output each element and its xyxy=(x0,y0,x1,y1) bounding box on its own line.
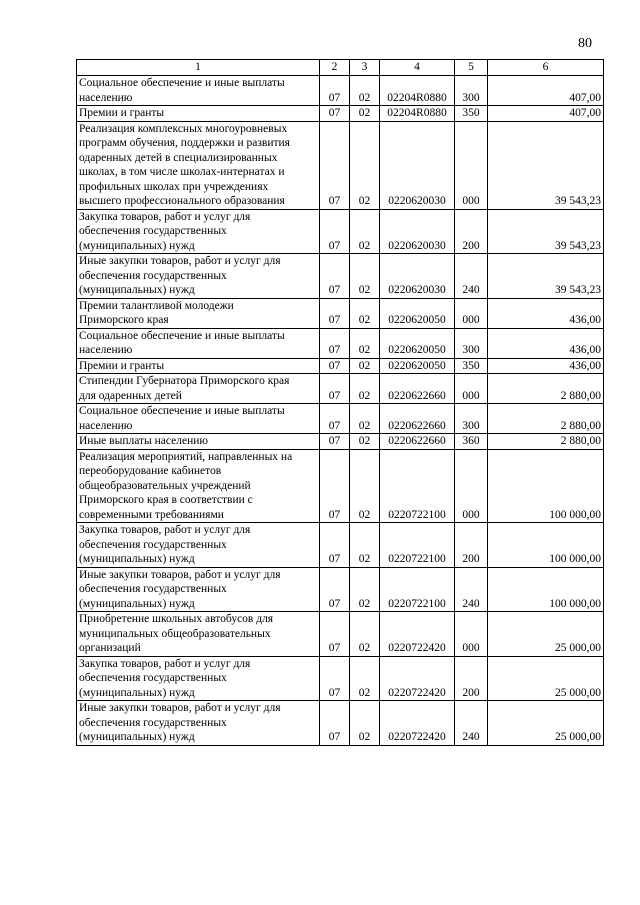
table-row xyxy=(77,404,604,434)
target-article-code: 02204R0880 xyxy=(380,76,455,106)
amount: 2 880,00 xyxy=(488,434,604,450)
section-code: 07 xyxy=(320,404,350,434)
amount: 407,00 xyxy=(488,106,604,122)
section-code: 07 xyxy=(320,209,350,254)
subsection-code: 02 xyxy=(350,358,380,374)
expense-type-code: 360 xyxy=(455,434,488,450)
target-article-code: 0220722420 xyxy=(380,612,455,657)
target-article-code: 0220620050 xyxy=(380,298,455,328)
target-article-code: 0220722420 xyxy=(380,701,455,746)
target-article-code: 0220620050 xyxy=(380,328,455,358)
table-row xyxy=(77,449,604,523)
header-row xyxy=(77,60,604,76)
expense-type-code: 000 xyxy=(455,298,488,328)
subsection-code: 02 xyxy=(350,374,380,404)
column-header: 4 xyxy=(380,60,455,76)
table-row xyxy=(77,106,604,122)
section-code: 07 xyxy=(320,434,350,450)
amount: 100 000,00 xyxy=(488,567,604,612)
section-code: 07 xyxy=(320,701,350,746)
expense-type-code: 300 xyxy=(455,328,488,358)
expense-type-code: 200 xyxy=(455,523,488,568)
table-row xyxy=(77,523,604,568)
subsection-code: 02 xyxy=(350,612,380,657)
amount: 39 543,23 xyxy=(488,121,604,209)
table-row xyxy=(77,612,604,657)
section-code: 07 xyxy=(320,612,350,657)
subsection-code: 02 xyxy=(350,404,380,434)
target-article-code: 02204R0880 xyxy=(380,106,455,122)
section-code: 07 xyxy=(320,121,350,209)
table-row xyxy=(77,298,604,328)
table-row xyxy=(77,358,604,374)
expense-type-code: 350 xyxy=(455,106,488,122)
section-code: 07 xyxy=(320,76,350,106)
subsection-code: 02 xyxy=(350,328,380,358)
section-code: 07 xyxy=(320,328,350,358)
row-name: Социальное обеспечение и иные выплаты населению xyxy=(77,404,320,434)
table-row xyxy=(77,374,604,404)
subsection-code: 02 xyxy=(350,106,380,122)
row-name: Закупка товаров, работ и услуг для обеспечения государственных (муниципальных) нужд xyxy=(77,656,320,701)
amount: 436,00 xyxy=(488,328,604,358)
subsection-code: 02 xyxy=(350,523,380,568)
page-number: 80 xyxy=(578,36,592,51)
column-header: 5 xyxy=(455,60,488,76)
column-header: 2 xyxy=(320,60,350,76)
row-name: Премии талантливой молодежи Приморского края xyxy=(77,298,320,328)
amount: 25 000,00 xyxy=(488,612,604,657)
target-article-code: 0220620030 xyxy=(380,209,455,254)
row-name: Иные закупки товаров, работ и услуг для обеспечения государственных (муниципальных) нужд xyxy=(77,254,320,299)
section-code: 07 xyxy=(320,374,350,404)
row-name: Приобретение школьных автобусов для муниципальных общеобразовательных организаций xyxy=(77,612,320,657)
expense-type-code: 300 xyxy=(455,404,488,434)
target-article-code: 0220722100 xyxy=(380,449,455,523)
subsection-code: 02 xyxy=(350,209,380,254)
table-row xyxy=(77,76,604,106)
section-code: 07 xyxy=(320,254,350,299)
amount: 25 000,00 xyxy=(488,701,604,746)
table-row xyxy=(77,121,604,209)
target-article-code: 0220620050 xyxy=(380,358,455,374)
expense-type-code: 240 xyxy=(455,701,488,746)
section-code: 07 xyxy=(320,567,350,612)
row-name: Социальное обеспечение и иные выплаты населению xyxy=(77,328,320,358)
expense-type-code: 240 xyxy=(455,567,488,612)
subsection-code: 02 xyxy=(350,434,380,450)
expense-type-code: 000 xyxy=(455,374,488,404)
target-article-code: 0220622660 xyxy=(380,434,455,450)
amount: 2 880,00 xyxy=(488,404,604,434)
expense-type-code: 300 xyxy=(455,76,488,106)
amount: 100 000,00 xyxy=(488,523,604,568)
amount: 2 880,00 xyxy=(488,374,604,404)
expense-type-code: 200 xyxy=(455,656,488,701)
target-article-code: 0220622660 xyxy=(380,404,455,434)
expense-type-code: 350 xyxy=(455,358,488,374)
row-name: Премии и гранты xyxy=(77,358,320,374)
table-row xyxy=(77,701,604,746)
section-code: 07 xyxy=(320,358,350,374)
expense-type-code: 000 xyxy=(455,121,488,209)
row-name: Социальное обеспечение и иные выплаты населению xyxy=(77,76,320,106)
table-row xyxy=(77,328,604,358)
row-name: Иные закупки товаров, работ и услуг для обеспечения государственных (муниципальных) нужд xyxy=(77,567,320,612)
section-code: 07 xyxy=(320,656,350,701)
table-row xyxy=(77,434,604,450)
target-article-code: 0220722420 xyxy=(380,656,455,701)
target-article-code: 0220722100 xyxy=(380,523,455,568)
target-article-code: 0220722100 xyxy=(380,567,455,612)
amount: 436,00 xyxy=(488,358,604,374)
amount: 39 543,23 xyxy=(488,254,604,299)
target-article-code: 0220620030 xyxy=(380,254,455,299)
table-body xyxy=(77,76,604,746)
section-code: 07 xyxy=(320,449,350,523)
expense-type-code: 200 xyxy=(455,209,488,254)
expense-type-code: 000 xyxy=(455,612,488,657)
expense-type-code: 240 xyxy=(455,254,488,299)
row-name: Иные закупки товаров, работ и услуг для обеспечения государственных (муниципальных) нужд xyxy=(77,701,320,746)
subsection-code: 02 xyxy=(350,76,380,106)
table-row xyxy=(77,656,604,701)
amount: 39 543,23 xyxy=(488,209,604,254)
column-header: 6 xyxy=(488,60,604,76)
target-article-code: 0220622660 xyxy=(380,374,455,404)
amount: 407,00 xyxy=(488,76,604,106)
subsection-code: 02 xyxy=(350,567,380,612)
section-code: 07 xyxy=(320,106,350,122)
subsection-code: 02 xyxy=(350,656,380,701)
table-row xyxy=(77,254,604,299)
row-name: Реализация комплексных многоуровневых программ обучения, поддержки и развития одаренных детей в специализированных школах, в том числе школах-интернатах и профильных школах при учреждениях высшего профессионального образования xyxy=(77,121,320,209)
section-code: 07 xyxy=(320,298,350,328)
column-header: 1 xyxy=(77,60,320,76)
budget-table xyxy=(76,59,604,746)
row-name: Стипендии Губернатора Приморского края для одаренных детей xyxy=(77,374,320,404)
row-name: Закупка товаров, работ и услуг для обеспечения государственных (муниципальных) нужд xyxy=(77,209,320,254)
section-code: 07 xyxy=(320,523,350,568)
target-article-code: 0220620030 xyxy=(380,121,455,209)
subsection-code: 02 xyxy=(350,121,380,209)
subsection-code: 02 xyxy=(350,254,380,299)
subsection-code: 02 xyxy=(350,701,380,746)
amount: 25 000,00 xyxy=(488,656,604,701)
expense-type-code: 000 xyxy=(455,449,488,523)
subsection-code: 02 xyxy=(350,298,380,328)
table-row xyxy=(77,209,604,254)
amount: 436,00 xyxy=(488,298,604,328)
row-name: Реализация мероприятий, направленных на переоборудование кабинетов общеобразовательных учреждений Приморского края в соответствии с современными требованиями xyxy=(77,449,320,523)
row-name: Премии и гранты xyxy=(77,106,320,122)
amount: 100 000,00 xyxy=(488,449,604,523)
table-row xyxy=(77,567,604,612)
column-header: 3 xyxy=(350,60,380,76)
row-name: Закупка товаров, работ и услуг для обеспечения государственных (муниципальных) нужд xyxy=(77,523,320,568)
row-name: Иные выплаты населению xyxy=(77,434,320,450)
subsection-code: 02 xyxy=(350,449,380,523)
